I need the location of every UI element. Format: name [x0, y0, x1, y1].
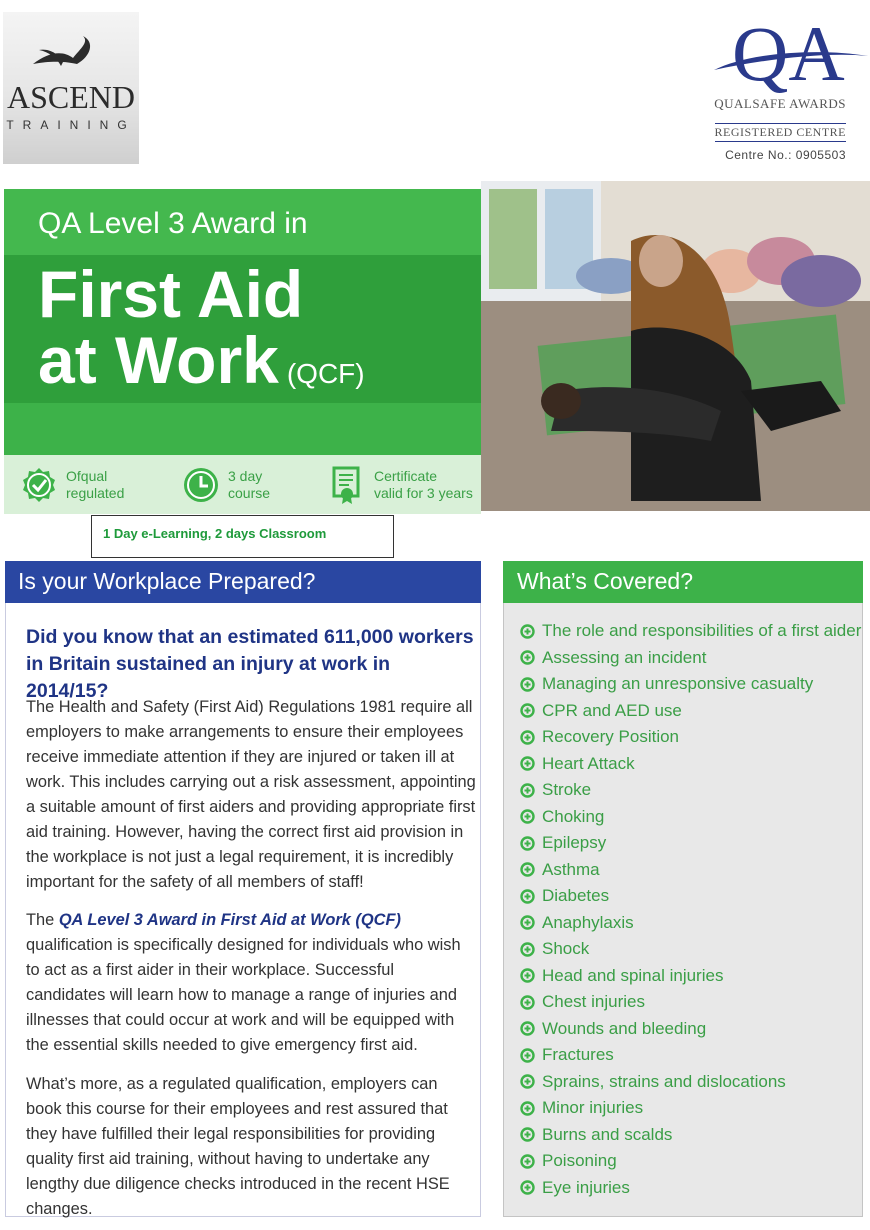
topic-label: Head and spinal injuries: [542, 965, 724, 985]
qualification-name: QA Level 3 Award in First Aid at Work (QCF): [58, 911, 401, 929]
qa-mark-icon: [710, 8, 870, 98]
list-item: [520, 724, 861, 751]
registered-centre-label: REGISTERED CENTRE: [715, 123, 847, 142]
paragraph-text: qualification is specifically designed for individuals who wish to act as a first aider in their workplace. Successful candidates will learn how to manage a range of injuries and illnesses that could occur at work and will be equipped with the essential skills needed to give emergency first aid.: [26, 936, 461, 1054]
qualsafe-logo: [710, 8, 870, 168]
feature-line: course: [228, 485, 271, 501]
topic-label: Burns and scalds: [542, 1124, 673, 1144]
workplace-prepared-panel: [5, 561, 481, 1217]
topic-label: Epilepsy: [542, 833, 607, 853]
plus-circle-icon: [520, 942, 535, 957]
right-panel-header: [503, 561, 863, 603]
topic-label: Minor injuries: [542, 1098, 644, 1118]
plus-circle-icon: [520, 889, 535, 904]
plus-circle-icon: [520, 1180, 535, 1195]
qualsafe-awards-label: QUALSAFE AWARDS: [714, 96, 846, 111]
list-item: [520, 1069, 861, 1096]
list-item: [520, 671, 861, 698]
plus-circle-icon: [520, 968, 535, 983]
check-badge-icon: [20, 466, 58, 504]
certificate-icon: [328, 466, 366, 504]
plus-circle-icon: [520, 650, 535, 665]
feature-text: [374, 468, 481, 502]
ascend-wordmark: ASCEND: [6, 79, 136, 115]
hero-qcf: (QCF): [286, 358, 365, 389]
topic-label: Anaphylaxis: [542, 912, 634, 932]
plus-circle-icon: [520, 624, 535, 639]
plus-circle-icon: [520, 862, 535, 877]
right-panel-heading: What’s Covered?: [517, 568, 693, 594]
covered-topics-list: [520, 618, 861, 1201]
list-item: [520, 698, 861, 725]
list-item: [520, 1095, 861, 1122]
topic-label: CPR and AED use: [542, 700, 682, 720]
hero-title-text: at Work: [38, 323, 279, 397]
list-item: [520, 1175, 861, 1202]
topic-label: Fractures: [542, 1045, 614, 1065]
topic-label: Choking: [542, 806, 605, 826]
topic-label: The role and responsibilities of a first aider: [542, 621, 862, 641]
hero-subtitle: QA Level 3 Award in: [38, 207, 308, 240]
plus-circle-icon: [520, 1127, 535, 1142]
plus-circle-icon: [520, 1074, 535, 1089]
feature-certificate: [328, 461, 481, 509]
lead-statistic: Did you know that an estimated 611,000 workers in Britain sustained an injury at work in 2014/15?: [26, 626, 474, 702]
plus-circle-icon: [520, 677, 535, 692]
delivery-note: 1 Day e-Learning, 2 days Classroom: [103, 526, 327, 541]
topic-label: Managing an unresponsive casualty: [542, 674, 814, 694]
topic-label: Heart Attack: [542, 753, 635, 773]
list-item: [520, 963, 861, 990]
left-panel-header: [5, 561, 481, 603]
topic-label: Shock: [542, 939, 590, 959]
feature-duration: [182, 461, 348, 509]
list-item: [520, 830, 861, 857]
list-item: [520, 751, 861, 778]
list-item: [520, 1042, 861, 1069]
training-photo: [481, 181, 870, 511]
topic-label: Wounds and bleeding: [542, 1018, 707, 1038]
topic-label: Asthma: [542, 859, 600, 879]
plus-circle-icon: [520, 730, 535, 745]
feature-line: Certificate: [374, 468, 438, 484]
feature-line: 3 day: [228, 468, 263, 484]
topic-label: Diabetes: [542, 886, 610, 906]
left-panel-heading: Is your Workplace Prepared?: [18, 568, 316, 594]
hero-banner: [4, 189, 481, 514]
paragraph-regulated: What’s more, as a regulated qualification, employers can book this course for their employees and rest assured that they have fulfilled their legal responsibilities for providing quality first aid training, without having to undertake any lengthy due diligence checks introduced in the recent HSE changes.: [26, 1075, 450, 1218]
list-item: [520, 804, 861, 831]
list-item: [520, 618, 861, 645]
hero-title-line2: [38, 323, 365, 397]
list-item: [520, 989, 861, 1016]
list-item: [520, 936, 861, 963]
paragraph-qualification: [26, 908, 476, 1058]
ascend-training-logo: [3, 12, 139, 164]
qa-mark: QA: [732, 10, 845, 97]
plus-circle-icon: [520, 995, 535, 1010]
list-item: [520, 910, 861, 937]
plus-circle-icon: [520, 836, 535, 851]
plus-circle-icon: [520, 1101, 535, 1116]
ascend-tagline: TRAINING: [6, 118, 136, 132]
plus-circle-icon: [520, 783, 535, 798]
list-item: [520, 857, 861, 884]
delivery-note-box: [91, 515, 394, 558]
topic-label: Eye injuries: [542, 1177, 630, 1197]
feature-line: valid for 3 years: [374, 485, 473, 501]
feature-text: [66, 468, 186, 502]
list-item: [520, 883, 861, 910]
topic-label: Poisoning: [542, 1151, 617, 1171]
topic-label: Sprains, strains and dislocations: [542, 1071, 786, 1091]
hero-band: [4, 403, 481, 455]
whats-covered-panel: [503, 561, 863, 1217]
feature-line: Ofqual: [66, 468, 108, 484]
topic-label: Stroke: [542, 780, 592, 800]
list-item: [520, 1148, 861, 1175]
clock-icon: [182, 466, 220, 504]
plus-circle-icon: [520, 703, 535, 718]
plus-circle-icon: [520, 1048, 535, 1063]
plus-circle-icon: [520, 756, 535, 771]
topic-label: Chest injuries: [542, 992, 645, 1012]
ascend-swoosh-icon: [3, 12, 139, 164]
plus-circle-icon: [520, 1021, 535, 1036]
plus-circle-icon: [520, 1154, 535, 1169]
feature-line: regulated: [66, 485, 125, 501]
list-item: [520, 1016, 861, 1043]
topic-label: Assessing an incident: [542, 647, 707, 667]
plus-circle-icon: [520, 915, 535, 930]
list-item: [520, 777, 861, 804]
paragraph-regulations: The Health and Safety (First Aid) Regulations 1981 require all employers to make arrangements to ensure their employees receive immediate attention if they are injured or taken ill at work. This includes carrying out a risk assessment, appointing a suitable amount of first aiders and providing appropriate first aid training. However, having the correct first aid provision in the workplace is not just a legal requirement, it is incredibly important for the safety of all members of staff!: [26, 698, 476, 891]
topic-label: Recovery Position: [542, 727, 680, 747]
feature-ofqual: [20, 461, 186, 509]
centre-number: Centre No.: 0905503: [725, 148, 846, 162]
first-aid-scene-illustration: [481, 181, 870, 511]
paragraph-text: The: [26, 911, 59, 929]
plus-circle-icon: [520, 809, 535, 824]
hero-title-line1: First Aid: [38, 257, 304, 331]
list-item: [520, 1122, 861, 1149]
list-item: [520, 645, 861, 672]
